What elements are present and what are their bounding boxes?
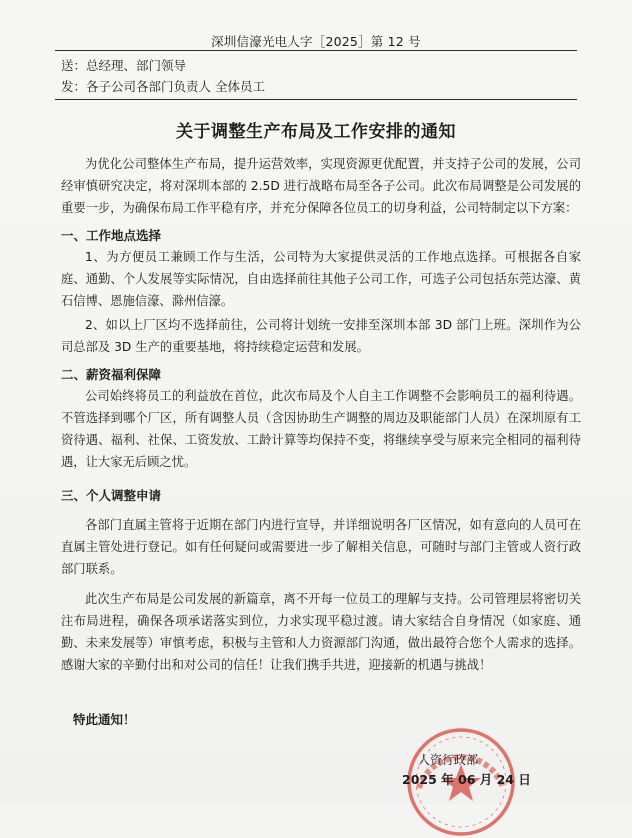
application-paragraph: 各部门直属主管将于近期在部门内进行宣导，并详细说明各厂区情况，如有意向的人员可在直属主管处进行登记。如有任何疑问或需要进一步了解相关信息，可随时与部门主管或人资行政部门联系。 bbox=[61, 518, 581, 576]
document-number: 深圳信濠光电人字［2025］第 12 号 bbox=[211, 34, 421, 49]
benefits-paragraph: 公司始终将员工的利益放在首位，此次布局及个人自主工作调整不会影响员工的福利待遇。不管选择到哪个厂区，所有调整人员（含因协助生产调整的周边及职能部门人员）在深圳原有工资待遇、福利、社保、工资发放、工龄计算等均保持不变，将继续享受与原来完全相同的福利待遇，让大家无后顾之忧。 bbox=[61, 389, 581, 469]
conclusion-paragraph: 此次生产布局是公司发展的新篇章，离不开每一位员工的理解与支持。公司管理层将密切关注布局进程，确保各项承诺落实到位，力求实现平稳过渡。请大家结合自身情况（如家庭、通勤、未来发展等）审慎考虑，积极与主管和人力资源部门沟通，做出最符合您个人需求的选择。感谢大家的辛勤付出和对公司的信任！让我们携手共进，迎接新的机遇与挑战！ bbox=[61, 592, 581, 672]
distribution-line: 发：各子公司各部门负责人 全体员工 bbox=[61, 79, 265, 94]
header-divider bbox=[55, 50, 577, 51]
signing-department: 人资行政部 bbox=[418, 753, 479, 767]
section-heading-application: 三、个人调整申请 bbox=[61, 488, 162, 503]
intro-paragraph: 为优化公司整体生产布局，提升运营效率，实现资源更优配置，并支持子公司的发展，公司经审慎研究决定，将对深圳本部的 2.5D 进行战略布局至各子公司。此次布局调整是公司发展的重要一步，为确保布局工作平稳有序，并充分保障各位员工的切身利益，公司特制定以下方案： bbox=[61, 157, 581, 215]
recipients-line: 送：总经理、部门领导 bbox=[61, 58, 187, 73]
address-divider bbox=[55, 99, 577, 100]
section-heading-work-location: 一、工作地点选择 bbox=[61, 228, 162, 243]
work-location-item-2: 2、如以上厂区均不选择前往，公司将计划统一安排至深圳本部 3D 部门上班。深圳作为公司总部及 3D 生产的重要基地，将持续稳定运营和发展。 bbox=[61, 318, 581, 354]
section-heading-benefits: 二、薪资福利保障 bbox=[61, 367, 162, 382]
signing-date: 2025 年 06 月 24 日 bbox=[402, 772, 531, 787]
work-location-item-1: 1、为方便员工兼顾工作与生活，公司特为大家提供灵活的工作地点选择。可根据各自家庭、通勤、个人发展等实际情况，自由选择前往其他子公司工作，可选子公司包括东莞达濠、黄石信博、恩施信濠、滁州信濠。 bbox=[61, 250, 581, 308]
notice-title: 关于调整生产布局及工作安排的通知 bbox=[176, 122, 456, 142]
closing-remark: 特此通知！ bbox=[73, 712, 136, 727]
